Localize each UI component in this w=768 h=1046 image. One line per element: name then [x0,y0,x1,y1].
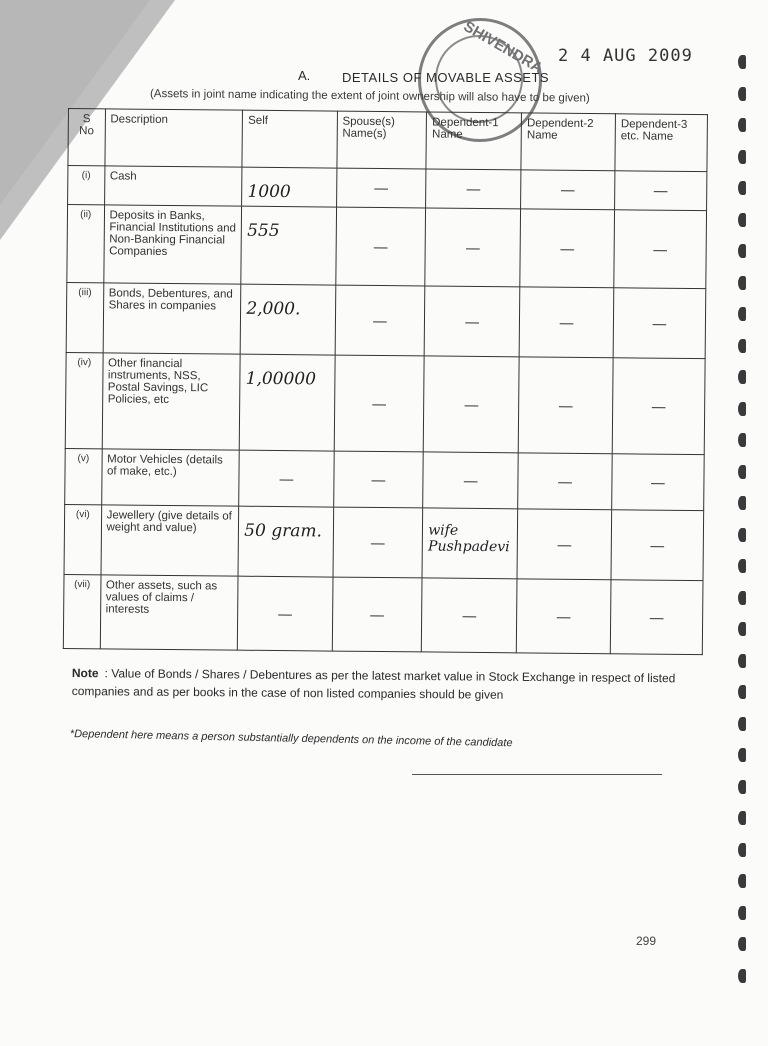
binding-hole [738,339,746,353]
row-spouse: — [335,285,425,356]
row-dep2: — [521,170,615,210]
note-label: Note [71,665,99,681]
row-dep2: — [518,453,612,510]
binding-hole [738,748,746,762]
row-self: — [239,450,334,507]
row-dep2: — [519,287,614,358]
binding-hole [738,433,746,447]
binding-hole [738,906,746,920]
row-sno: (v) [65,448,102,504]
row-self: 1000 [242,167,337,207]
header-dependent-3: Dependent-3 etc. Name [615,114,708,172]
seal-text: SHIVENDRA [460,18,546,77]
table-header-row [68,109,708,172]
row-description: Bonds, Debentures, and Shares in companies [103,283,241,354]
note-text: : Value of Bonds / Shares / Debentures as per the latest market value in Stock Exchange in respect of listed companies and as per books in the case of non listed companies should be given [71,666,676,702]
binding-hole [738,874,746,888]
section-letter: A. [298,68,311,83]
binding-hole [738,843,746,857]
header-description: Description [104,109,242,167]
binding-hole [738,559,746,573]
row-dep3: — [613,288,706,359]
binding-hole [738,654,746,668]
row-description: Deposits in Banks, Financial Institutions and Non-Banking Financial Companies [103,205,242,284]
table-row [63,574,703,654]
row-spouse: — [333,507,423,578]
header-spouse: Spouse(s) Name(s) [337,111,427,169]
row-dep1: — [425,208,521,287]
binding-hole [738,717,746,731]
row-description: Other assets, such as values of claims / interests [100,575,238,650]
row-sno: (i) [68,166,105,205]
header-dependent-2: Dependent-2 Name [521,113,615,171]
row-spouse: — [332,577,422,652]
binding-hole [738,150,746,164]
row-dep1: — [423,356,519,453]
row-sno: (vii) [63,574,100,648]
binding-hole [738,780,746,794]
binding-hole [738,402,746,416]
binding-hole [738,244,746,258]
row-dep3: — [615,171,707,211]
date-stamp: 2 4 AUG 2009 [558,46,693,66]
page-title: DETAILS OF MOVABLE ASSETS [342,70,550,85]
row-spouse: — [333,451,423,508]
note [72,664,684,705]
row-dep1: — [424,286,520,357]
row-dep3: — [610,580,703,655]
row-dep1: wife Pushpadevi [422,508,518,579]
page-subtitle: (Assets in joint name indicating the extent of joint ownership will also have to be given) [149,88,590,105]
table-row [67,205,707,289]
row-dep1: — [423,452,518,509]
row-self: 1,00000 [240,354,335,451]
row-description: Motor Vehicles (details of make, etc.) [101,449,239,506]
row-description: Other financial instruments, NSS, Postal Savings, LIC Policies, etc [102,353,241,450]
header-sno: S No [68,109,105,166]
row-spouse: — [335,207,425,286]
binding-hole [738,685,746,699]
dependent-definition: *Dependent here means a person substantially dependents on the income of the candidate [69,728,513,750]
binding-hole [738,370,746,384]
binding-hole [738,811,746,825]
row-sno: (ii) [67,205,104,283]
assets-table [63,108,708,655]
row-dep1: — [426,169,521,209]
row-spouse: — [334,355,425,452]
row-dep2: — [516,579,611,654]
binding-hole [738,307,746,321]
row-dep1: — [422,578,518,653]
row-dep3: — [612,358,705,455]
row-spouse: — [336,168,426,208]
row-dep3: — [612,454,705,511]
table-row [65,448,705,510]
row-sno: (iv) [65,352,102,448]
row-description: Jewellery (give details of weight and value) [101,505,239,576]
row-dep3: — [611,510,704,581]
table-row [68,166,707,211]
binding-hole [738,937,746,951]
row-dep2: — [520,209,615,288]
binding-hole [738,969,746,983]
binding-hole [738,276,746,290]
binding-hole [738,465,746,479]
header-dependent-1: Dependent-1 Name [426,112,521,170]
signature-line [412,774,662,775]
binding-hole [738,55,746,69]
assets-table-wrapper [63,108,708,655]
row-dep2: — [518,357,613,454]
row-self: 50 gram. [238,506,333,577]
binding-hole [738,213,746,227]
binding-hole [738,591,746,605]
row-description: Cash [104,166,242,206]
header-self: Self [242,110,337,168]
binding-hole [738,87,746,101]
binding-hole [738,118,746,132]
row-sno: (iii) [66,282,103,352]
binding-hole [738,496,746,510]
table-row [64,504,704,580]
row-sno: (vi) [64,504,101,574]
binding-hole [738,528,746,542]
binding-hole [738,181,746,195]
row-self: 555 [241,206,336,285]
table-row [66,282,706,358]
binding-holes [738,55,752,1015]
table-row [65,352,705,454]
row-dep2: — [517,509,612,580]
binding-hole [738,622,746,636]
row-self: — [238,576,333,651]
page-number: 299 [636,934,657,948]
row-dep3: — [614,210,707,289]
row-self: 2,000. [240,284,335,355]
